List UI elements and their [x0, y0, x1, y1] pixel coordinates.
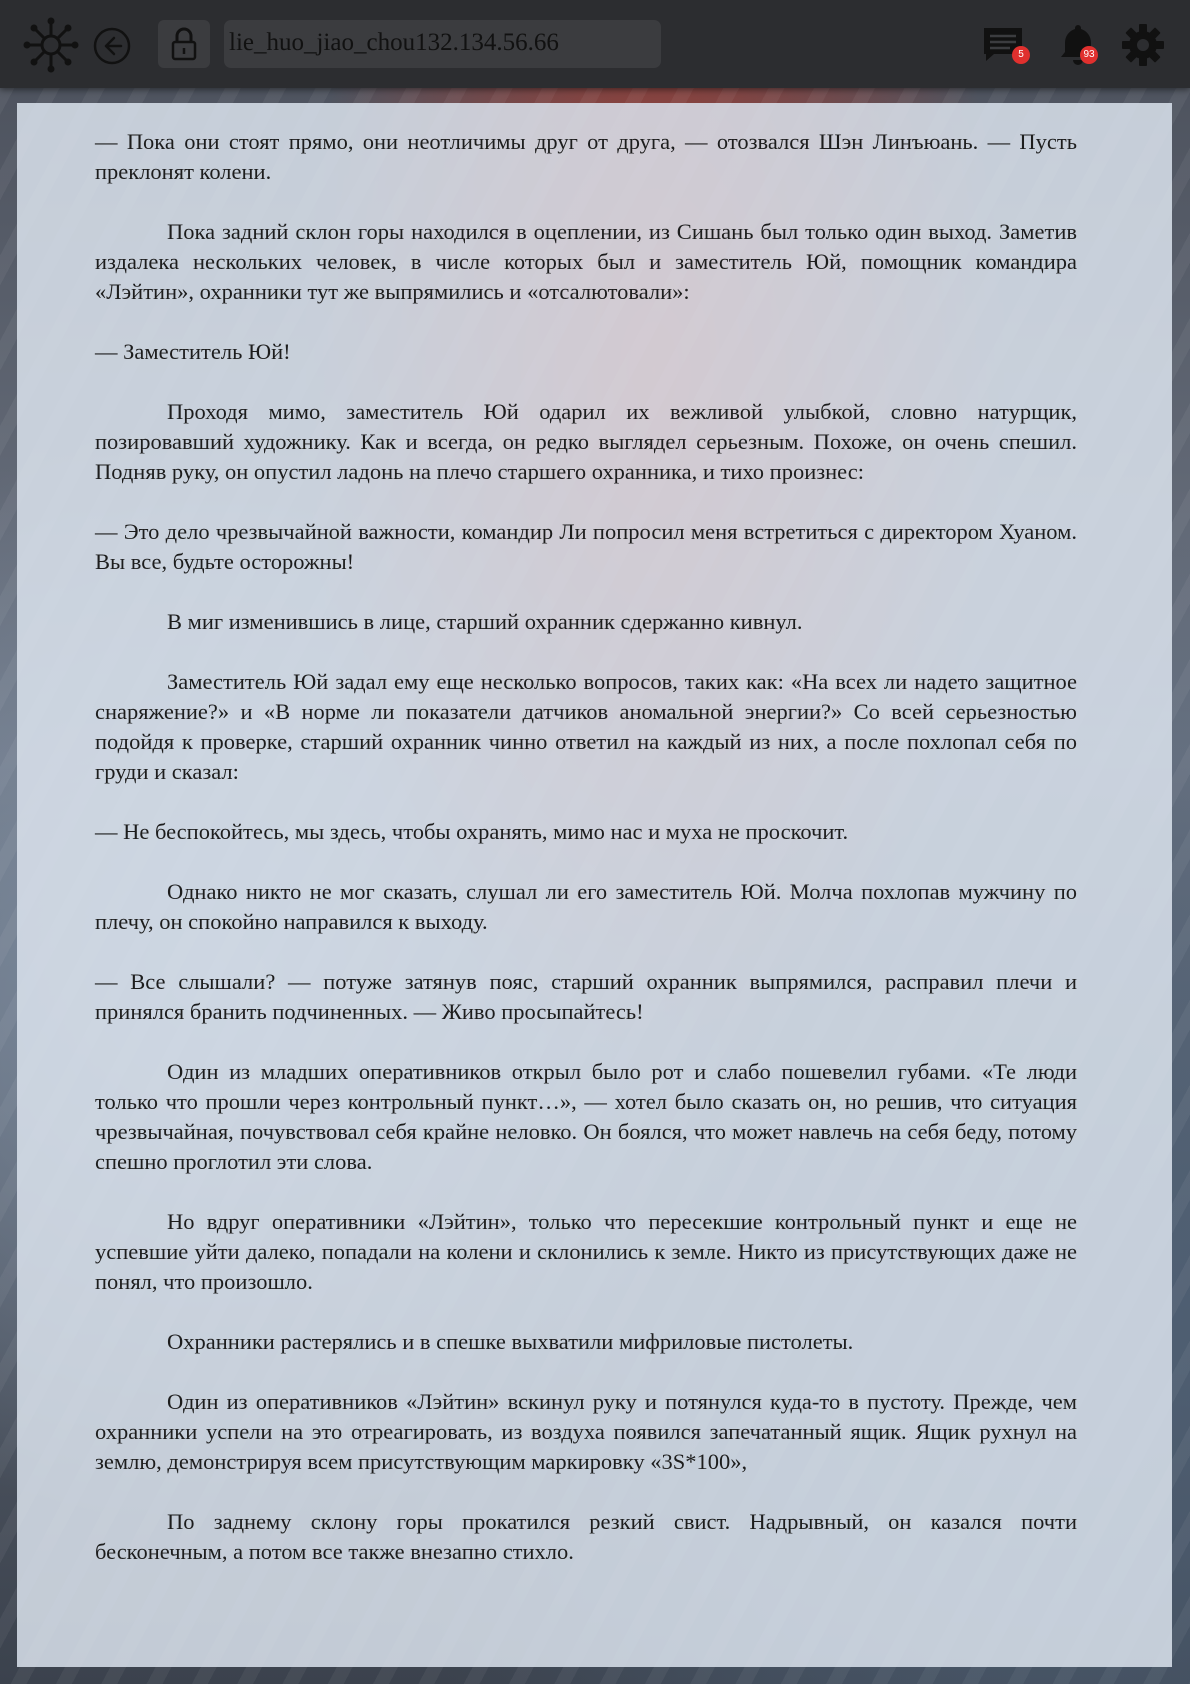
top-toolbar: [0, 0, 1190, 88]
paragraph: По заднему склону горы прокатился резкий свист. Надрывный, он казался почти бесконечным, а потом все также внезапно стихло.: [95, 1509, 1077, 1564]
paragraph: — Заместитель Юй!: [95, 339, 291, 364]
gear-icon[interactable]: [1118, 20, 1168, 70]
arrow-left-circle-icon[interactable]: [90, 24, 134, 68]
address-field[interactable]: lie_huo_jiao_chou132.134.56.66: [224, 20, 661, 68]
paragraph: Охранники растерялись и в спешке выхватили мифриловые пистолеты.: [167, 1329, 854, 1354]
notifications-badge: 93: [1080, 46, 1098, 64]
messages-badge: 5: [1012, 46, 1030, 64]
paragraph: — Не беспокойтесь, мы здесь, чтобы охранять, мимо нас и муха не проскочит.: [95, 819, 849, 844]
paragraph: Однако никто не мог сказать, слушал ли его заместитель Юй. Молча похлопав мужчину по плечу, он спокойно направился к выходу.: [95, 879, 1077, 934]
paragraph: Заместитель Юй задал ему еще несколько вопросов, таких как: «На всех ли надето защитное снаряжение?» и «В норме ли показатели датчиков аномальной энергии?» Со всей серьезностью подойдя к проверке, старший охранник чинно ответил на каждый из них, а после похлопал себя по груди и сказал:: [95, 669, 1077, 784]
lock-icon[interactable]: [158, 20, 210, 68]
paragraph: Один из оперативников «Лэйтин» вскинул руку и потянулся куда-то в пустоту. Прежде, чем охранники успели на это отреагировать, из воздуха появился запечатанный ящик. Ящик рухнул на землю, демонстрируя всем присутствующим маркировку «3S*100»,: [95, 1389, 1077, 1474]
paragraph: — Это дело чрезвычайной важности, командир Ли попросил меня встретиться с директором Хуаном. Вы все, будьте осторожны!: [95, 519, 1077, 574]
paragraph: Пока задний склон горы находился в оцеплении, из Сишань был только один выход. Заметив издалека нескольких человек, в числе которых был и заместитель Юй, помощник командира «Лэйтин», охранники тут же выпрямились и «отсалютовали»:: [95, 219, 1077, 304]
paragraph: — Пока они стоят прямо, они неотличимы друг от друга, — отозвался Шэн Линъюань. — Пусть преклонят колени.: [95, 129, 1077, 184]
chapter-text-panel: [17, 103, 1172, 1667]
paragraph: В миг изменившись в лице, старший охранник сдержанно кивнул.: [167, 609, 803, 634]
paragraph: Проходя мимо, заместитель Юй одарил их вежливой улыбкой, словно натурщик, позировавший художнику. Как и всегда, он редко выглядел серьезным. Похоже, он очень спешил. Подняв руку, он опустил ладонь на плечо старшего охранника, и тихо произнес:: [95, 399, 1077, 484]
paragraph: Но вдруг оперативники «Лэйтин», только что пересекшие контрольный пункт и еще не успевшие уйти далеко, попадали на колени и склонились к земле. Никто из присутствующих даже не понял, что произошло.: [95, 1209, 1077, 1294]
network-hub-icon[interactable]: [22, 16, 80, 74]
paragraph: Один из младших оперативников открыл было рот и слабо пошевелил губами. «Те люди только что прошли через контрольный пункт…», — хотел было сказать он, но решив, что ситуация чрезвычайная, почувствовал себя крайне неловко. Он боялся, что может навлечь на себя беду, потому спешно проглотил эти слова.: [95, 1059, 1077, 1174]
paragraph: — Все слышали? — потуже затянув пояс, старший охранник выпрямился, расправил плечи и принялся бранить подчиненных. — Живо просыпайтесь!: [95, 969, 1077, 1024]
